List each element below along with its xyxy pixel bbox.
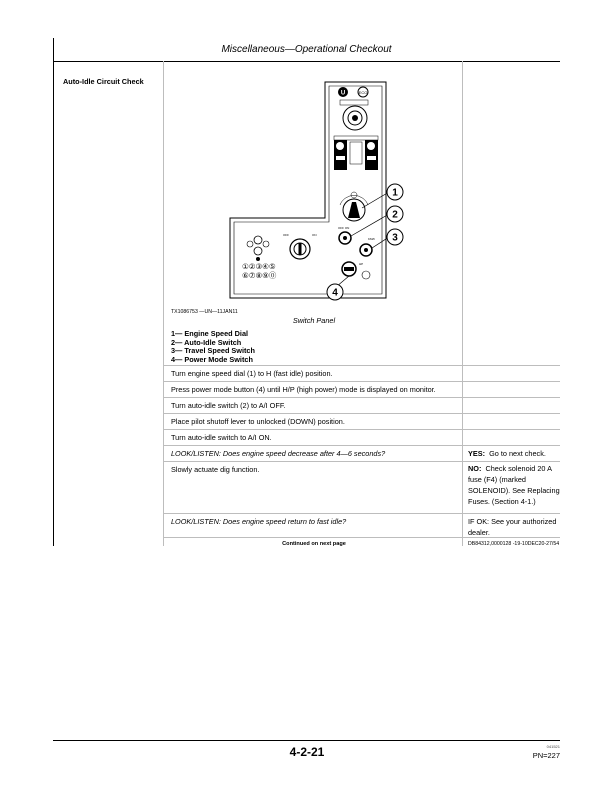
step-text: Turn auto-idle switch (2) to A/I OFF.: [171, 401, 286, 410]
row-divider: [163, 537, 560, 538]
svg-text:U: U: [340, 90, 346, 97]
result-no-label: NO:: [468, 464, 482, 473]
row-divider: [163, 445, 560, 446]
result-if-ok: IF OK: See your authorized dealer.: [468, 517, 557, 537]
eco-label: ECO: [358, 90, 368, 95]
row-divider: [163, 365, 560, 366]
legend-item: 2— Auto-Idle Switch: [171, 337, 242, 347]
result-yes: [468, 448, 560, 459]
header-rule: [53, 61, 560, 62]
result-no-text: Check solenoid 20 A fuse (F4) (marked SOLENOID). See Replacing Fuses. (Section 4-1.): [468, 464, 560, 506]
look-listen-question: LOOK/LISTEN: Does engine speed decrease after 4—6 seconds?: [171, 449, 386, 458]
step-text: Turn auto-idle switch to A/I ON.: [171, 433, 272, 442]
look-listen-question: LOOK/LISTEN: Does engine speed return to fast idle?: [171, 517, 347, 526]
keypad-row-1: ①②③④⑤: [242, 262, 276, 271]
row-divider: [163, 429, 560, 430]
row-divider: [163, 513, 560, 514]
figure-legend: [171, 330, 255, 364]
legend-item: 1— Engine Speed Dial: [171, 329, 249, 338]
keypad-row-2: ⑥⑦⑧⑨⓪: [242, 271, 277, 280]
legend-item: 4— Power Mode Switch: [171, 354, 253, 364]
page-number: 4-2-21: [289, 745, 325, 759]
figure-id: TX1086753 —UN—11JAN11: [171, 309, 238, 315]
continued-note: Continued on next page: [282, 541, 346, 547]
svg-text:ON: ON: [312, 233, 317, 237]
callout-1: 1: [392, 187, 398, 199]
row-divider: [163, 381, 560, 382]
svg-text:OFF: OFF: [283, 233, 289, 237]
pn-number: PN=227: [532, 751, 560, 760]
switch-panel-diagram: [228, 80, 418, 302]
step-text: Place pilot shutoff lever to unlocked (DOWN) position.: [171, 417, 345, 426]
step-text: Slowly actuate dig function.: [171, 465, 260, 474]
column-divider-right: [462, 61, 463, 546]
callout-3: 3: [392, 232, 398, 244]
legend-item: 3— Travel Speed Switch: [171, 346, 255, 355]
column-divider-left: [163, 61, 164, 546]
page-header-title: Miscellaneous—Operational Checkout: [221, 44, 392, 55]
result-no: [468, 463, 560, 507]
row-divider: [163, 461, 560, 462]
page-code: 041521: [546, 744, 560, 749]
step-text: Turn engine speed dial (1) to H (fast idle) position.: [171, 369, 333, 378]
row-divider: [163, 397, 560, 398]
footer-rule: [53, 740, 560, 741]
callout-4: 4: [332, 287, 338, 299]
figure-caption: Switch Panel: [292, 316, 336, 325]
section-title: Auto-Idle Circuit Check: [63, 77, 144, 86]
hp-label: HP: [359, 262, 364, 266]
result-yes-label: YES:: [468, 449, 486, 458]
row-divider: [163, 413, 560, 414]
result-yes-text: Go to next check.: [489, 449, 546, 458]
step-text: Press power mode button (4) until H/P (high power) mode is displayed on monitor.: [171, 385, 436, 394]
kmh-label: KM/h: [368, 237, 376, 241]
doc-reference: DB84312,0000128 -19-10DEC20-27/54: [468, 541, 560, 547]
left-margin-rule: [53, 61, 54, 546]
svg-text:OFF ON: OFF ON: [338, 226, 350, 230]
callout-2: 2: [392, 209, 398, 221]
